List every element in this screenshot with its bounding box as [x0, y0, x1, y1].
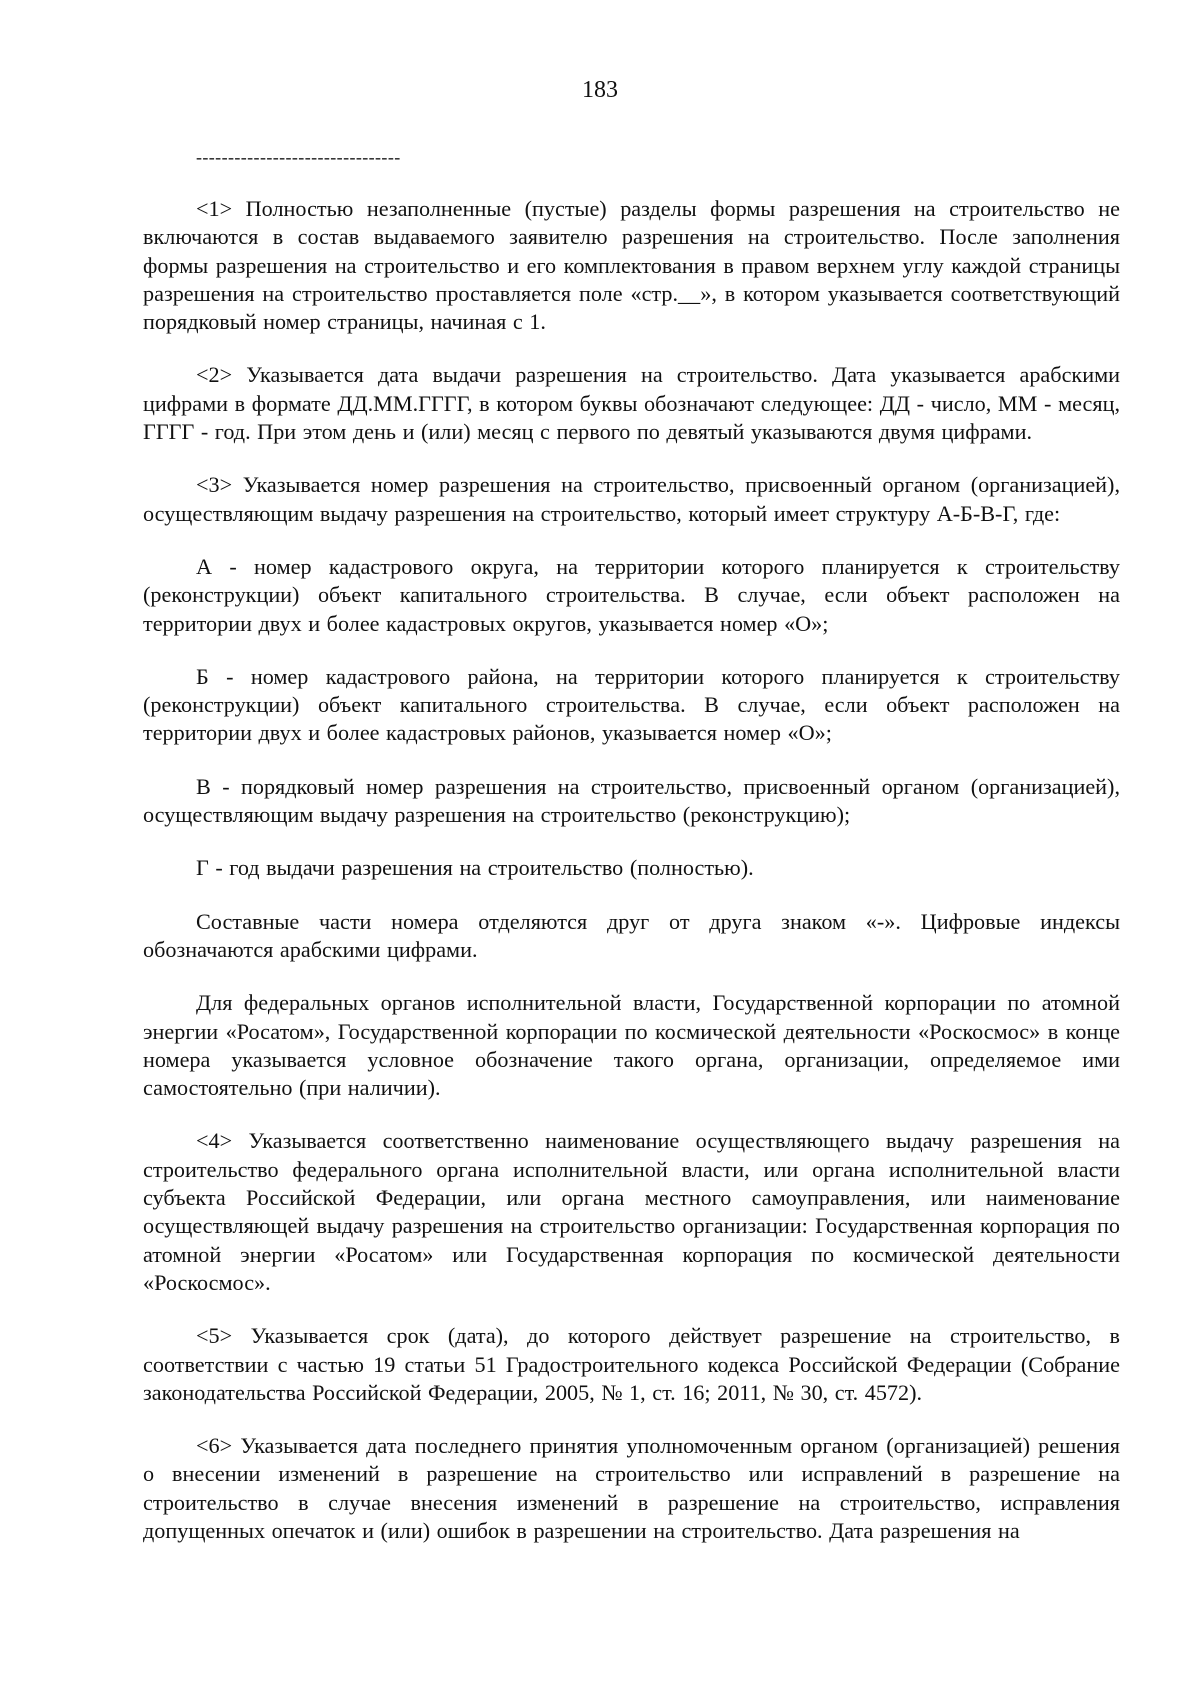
footnote-3-item-v: В - порядковый номер разрешения на строительство, присвоенный органом (организацией), осуществляющим выдачу разрешения на строительство (реконструкцию);: [143, 773, 1120, 828]
footnote-3: <3> Указывается номер разрешения на строительство, присвоенный органом (организацией), осуществляющим выдачу разрешения на строительство, который имеет структуру А-Б-В-Г, где:: [143, 472, 1120, 526]
footnote-separator: --------------------------------: [196, 147, 401, 167]
footnote-6: <6> Указывается дата последнего принятия уполномоченным органом (организацией) решения о внесении изменений в разрешение на строительство или исправлений в разрешение на строительство в случае внесения изменений в разрешение на строительство, исправления допущенных опечаток и (или) ошибок в разрешении на строительство. Дата разрешения на: [143, 1433, 1120, 1543]
footnote-1: <1> Полностью незаполненные (пустые) разделы формы разрешения на строительство не включаются в состав выдаваемого заявителю разрешения на строительство. После заполнения формы разрешения на строительство и его комплектования в правом верхнем углу каждой страницы разрешения на строительство проставляется поле «стр.__», в котором указывается соответствующий порядковый номер страницы, начиная с 1.: [143, 196, 1120, 335]
footnote-3-note-federal: Для федеральных органов исполнительной власти, Государственной корпорации по атомной энергии «Росатом», Государственной корпорации по космической деятельности «Роскосмос» в конце номера указывается условное обозначение такого органа, организации, определяемое ими самостоятельно (при наличии).: [143, 990, 1120, 1101]
footnote-4: <4> Указывается соответственно наименование осуществляющего выдачу разрешения на строительство федерального органа исполнительной власти, или органа исполнительной власти субъекта Российской Федерации, или органа местного самоуправления, или наименование осуществляющей выдачу разрешения на строительство организации: Государственная корпорация по атомной энергии «Росатом» или Государственная корпорация по космической деятельности «Роскосмос».: [143, 1128, 1120, 1295]
footnote-3-item-a: А - номер кадастрового округа, на территории которого планируется к строительству (реконструкции) объект капитального строительства. В случае, если объект расположен на территории двух и более кадастровых округов, указывается номер «О»;: [143, 553, 1120, 636]
footnote-2: <2> Указывается дата выдачи разрешения на строительство. Дата указывается арабскими цифрами в формате ДД.ММ.ГГГГ, в котором буквы обозначают следующее: ДД - число, ММ - месяц, ГГГГ - год. При этом день и (или) месяц с первого по девятый указываются двумя цифрами.: [143, 362, 1120, 445]
footnote-3-item-g: Г - год выдачи разрешения на строительство (полностью).: [196, 855, 754, 881]
footnote-3-note-separator: Составные части номера отделяются друг от друга знаком «-». Цифровые индексы обозначаются арабскими цифрами.: [143, 908, 1120, 962]
page-number: 183: [582, 77, 618, 103]
footnotes-body: [143, 195, 1120, 1570]
footnote-3-item-b: Б - номер кадастрового района, на территории которого планируется к строительству (реконструкции) объект капитального строительства. В случае, если объект расположен на территории двух и более кадастровых районов, указывается номер «О»;: [143, 663, 1120, 746]
footnote-5: <5> Указывается срок (дата), до которого действует разрешение на строительство, в соответствии с частью 19 статьи 51 Градостроительного кодекса Российской Федерации (Собрание законодательства Российской Федерации, 2005, № 1, ст. 16; 2011, № 30, ст. 4572).: [143, 1323, 1120, 1405]
